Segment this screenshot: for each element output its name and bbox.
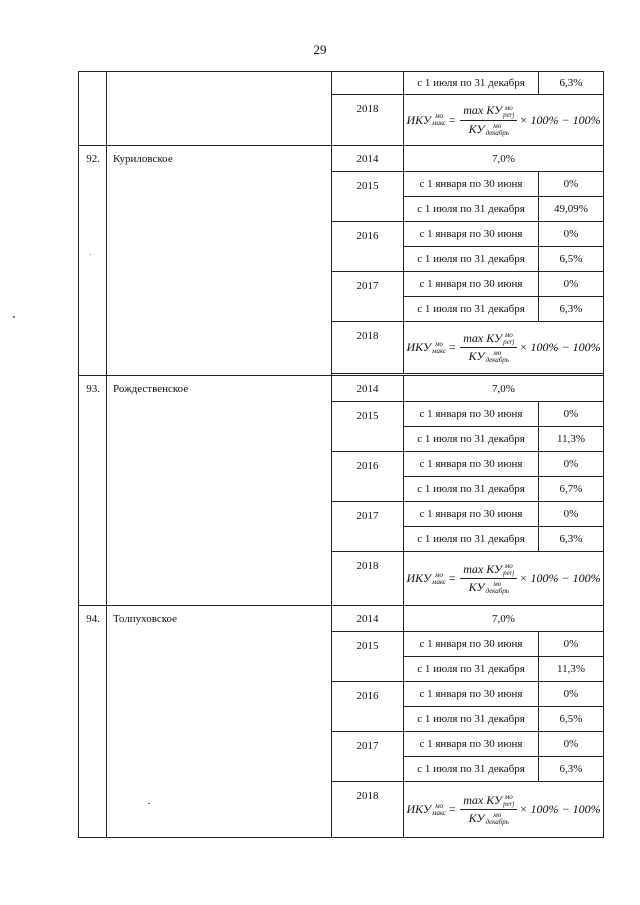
period-cell: с 1 июля по 31 декабря [404, 197, 539, 222]
period-cell: с 1 июля по 31 декабря [404, 297, 539, 322]
percent-cell: 6,3% [539, 527, 604, 552]
period-cell: с 1 января по 30 июня [404, 172, 539, 197]
year-cell: 2018 [332, 552, 404, 606]
year-cell: 2018 [332, 782, 404, 838]
municipality-name: Куриловское [107, 146, 332, 376]
year-cell: 2017 [332, 272, 404, 322]
formula-cell [404, 552, 604, 606]
period-cell: с 1 июля по 31 декабря [404, 757, 539, 782]
entry-number: 94. [79, 606, 107, 838]
year-cell: 2017 [332, 732, 404, 782]
rate-cell: 7,0% [404, 376, 604, 402]
period-cell: с 1 января по 30 июня [404, 732, 539, 757]
period-cell: с 1 июля по 31 декабря [404, 707, 539, 732]
percent-cell: 49,09% [539, 197, 604, 222]
name-cell [107, 72, 332, 146]
percent-cell: 0% [539, 682, 604, 707]
percent-cell: 0% [539, 502, 604, 527]
period-cell: с 1 января по 30 июня [404, 402, 539, 427]
year-cell: 2016 [332, 452, 404, 502]
percent-cell: 0% [539, 402, 604, 427]
percent-cell: 6,5% [539, 707, 604, 732]
period-cell: с 1 июля по 31 декабря [404, 527, 539, 552]
rate-cell: 7,0% [404, 606, 604, 632]
formula-cell [404, 322, 604, 374]
percent-cell: 6,7% [539, 477, 604, 502]
page-number: 29 [313, 42, 327, 57]
tariff-table [78, 71, 604, 838]
year-cell: 2018 [332, 95, 404, 146]
year-cell: 2016 [332, 222, 404, 272]
max-index-formula: ИКУ мо макс = max КУ мо реrj КУ мо декабрь × 100% − 100% [406, 103, 601, 137]
formula-cell [404, 782, 604, 838]
num-cell [79, 72, 107, 146]
formula-cell [404, 95, 604, 146]
year-cell: 2016 [332, 682, 404, 732]
entry-number: 93. [79, 376, 107, 606]
percent-cell: 11,3% [539, 657, 604, 682]
year-cell: 2017 [332, 502, 404, 552]
period-cell: с 1 июля по 31 декабря [404, 247, 539, 272]
municipality-name: Рождественское [107, 376, 332, 606]
period-cell: с 1 января по 30 июня [404, 452, 539, 477]
year-cell: 2015 [332, 632, 404, 682]
period-cell: с 1 января по 30 июня [404, 632, 539, 657]
year-cell: 2014 [332, 606, 404, 632]
period-cell: с 1 января по 30 июня [404, 502, 539, 527]
percent-cell: 6,3% [539, 297, 604, 322]
period-cell: с 1 января по 30 июня [404, 272, 539, 297]
max-index-formula: ИКУ мо макс = max КУ мо реrj КУ мо декабрь × 100% − 100% [406, 561, 601, 596]
year-cell: 2015 [332, 402, 404, 452]
percent-cell: 0% [539, 732, 604, 757]
period-cell: с 1 июля по 31 декабря [404, 477, 539, 502]
percent-cell: 6,5% [539, 247, 604, 272]
period-cell: с 1 июля по 31 декабря [404, 427, 539, 452]
scan-speck [13, 316, 15, 318]
percent-cell: 6,3% [539, 72, 604, 95]
percent-cell: 0% [539, 272, 604, 297]
rate-cell: 7,0% [404, 146, 604, 172]
percent-cell: 0% [539, 222, 604, 247]
year-cell: 2015 [332, 172, 404, 222]
percent-cell: 0% [539, 632, 604, 657]
municipality-name: Толпуховское [107, 606, 332, 838]
percent-cell: 11,3% [539, 427, 604, 452]
max-index-formula: ИКУ мо макс = max КУ мо реrj КУ мо декабрь × 100% − 100% [406, 792, 601, 827]
year-cell: 2014 [332, 376, 404, 402]
percent-cell: 0% [539, 452, 604, 477]
percent-cell: 6,3% [539, 757, 604, 782]
max-index-formula: ИКУ мо макс = max КУ мо реrj КУ мо декабрь × 100% − 100% [406, 330, 601, 365]
period-cell: с 1 июля по 31 декабря [404, 657, 539, 682]
period-cell: с 1 июля по 31 декабря [404, 72, 539, 95]
period-cell: с 1 января по 30 июня [404, 682, 539, 707]
year-cell: 2018 [332, 322, 404, 374]
year-cell: 2014 [332, 146, 404, 172]
entry-number: 92. [79, 146, 107, 376]
period-cell: с 1 января по 30 июня [404, 222, 539, 247]
year-cell [332, 72, 404, 95]
percent-cell: 0% [539, 172, 604, 197]
